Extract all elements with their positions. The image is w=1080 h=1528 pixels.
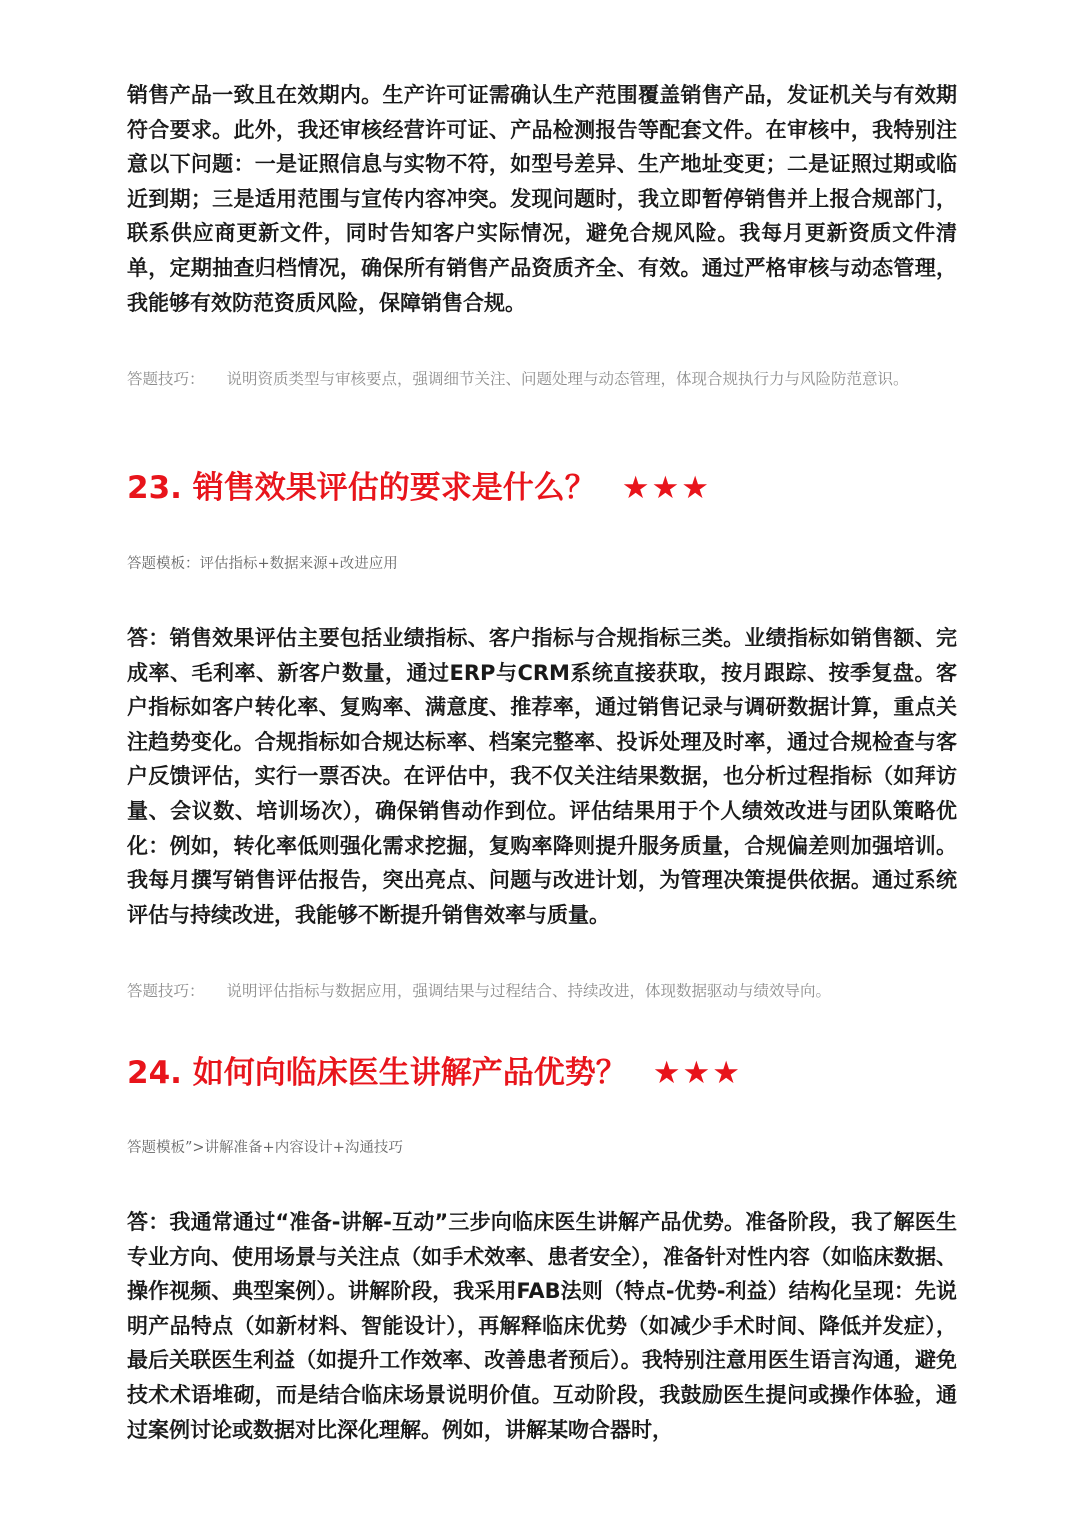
answer-paragraph-22-continued: 销售产品一致且在效期内。生产许可证需确认生产范围覆盖销售产品，发证机关与有效期符合要求。此外，我还审核经营许可证、产品检测报告等配套文件。在审核中，我特别注意以下问题：一是证照信息与实物不符，如型号差异、生产地址变更；二是证照过期或临近到期；三是适用范围与宣传内容冲突。发现问题时，我立即暂停销售并上报合规部门，联系供应商更新文件，同时告知客户实际情况，避免合规风险。我每月更新资质文件清单，定期抽查归档情况，确保所有销售产品资质齐全、有效。通过严格审核与动态管理，我能够有效防范资质风险，保障销售合规。 (127, 83, 957, 315)
importance-stars: ★★★ (652, 1055, 743, 1091)
tip-text: 说明资质类型与审核要点，强调细节关注、问题处理与动态管理，体现合规执行力与风险防范意识。 (226, 370, 909, 388)
answer-template-23: 答题模板：评估指标+数据来源+改进应用 (127, 556, 398, 572)
question-heading-24 (127, 1051, 957, 1095)
question-title: 24. 如何向临床医生讲解产品优势？ (127, 1055, 627, 1091)
answer-template-24: 答题模板”>讲解准备+内容设计+沟通技巧 (127, 1140, 403, 1156)
importance-stars: ★★★ (621, 470, 712, 506)
tip-label: 答题技巧： (127, 982, 205, 1000)
tip-label: 答题技巧： (127, 370, 205, 388)
answer-tip-23 (127, 978, 957, 1005)
answer-tip-22 (127, 366, 957, 393)
question-heading-23 (127, 466, 957, 510)
question-title: 23. 销售效果评估的要求是什么？ (127, 470, 596, 506)
answer-paragraph-23: 答：销售效果评估主要包括业绩指标、客户指标与合规指标三类。业绩指标如销售额、完成率、毛利率、新客户数量，通过ERP与CRM系统直接获取，按月跟踪、按季复盘。客户指标如客户转化率、复购率、满意度、推荐率，通过销售记录与调研数据计算，重点关注趋势变化。合规指标如合规达标率、档案完整率、投诉处理及时率，通过合规检查与客户反馈评估，实行一票否决。在评估中，我不仅关注结果数据，也分析过程指标（如拜访量、会议数、培训场次），确保销售动作到位。评估结果用于个人绩效改进与团队策略优化：例如，转化率低则强化需求挖掘，复购率降则提升服务质量，合规偏差则加强培训。我每月撰写销售评估报告，突出亮点、问题与改进计划，为管理决策提供依据。通过系统评估与持续改进，我能够不断提升销售效率与质量。 (127, 626, 957, 927)
tip-text: 说明评估指标与数据应用，强调结果与过程结合、持续改进，体现数据驱动与绩效导向。 (226, 982, 832, 1000)
answer-paragraph-24: 答：我通常通过“准备-讲解-互动”三步向临床医生讲解产品优势。准备阶段，我了解医生专业方向、使用场景与关注点（如手术效率、患者安全），准备针对性内容（如临床数据、操作视频、典型案例）。讲解阶段，我采用FAB法则（特点-优势-利益）结构化呈现：先说明产品特点（如新材料、智能设计），再解释临床优势（如减少手术时间、降低并发症），最后关联医生利益（如提升工作效率、改善患者预后）。我特别注意用医生语言沟通，避免技术术语堆砌，而是结合临床场景说明价值。互动阶段，我鼓励医生提问或操作体验，通过案例讨论或数据对比深化理解。例如，讲解某吻合器时， (127, 1210, 957, 1442)
